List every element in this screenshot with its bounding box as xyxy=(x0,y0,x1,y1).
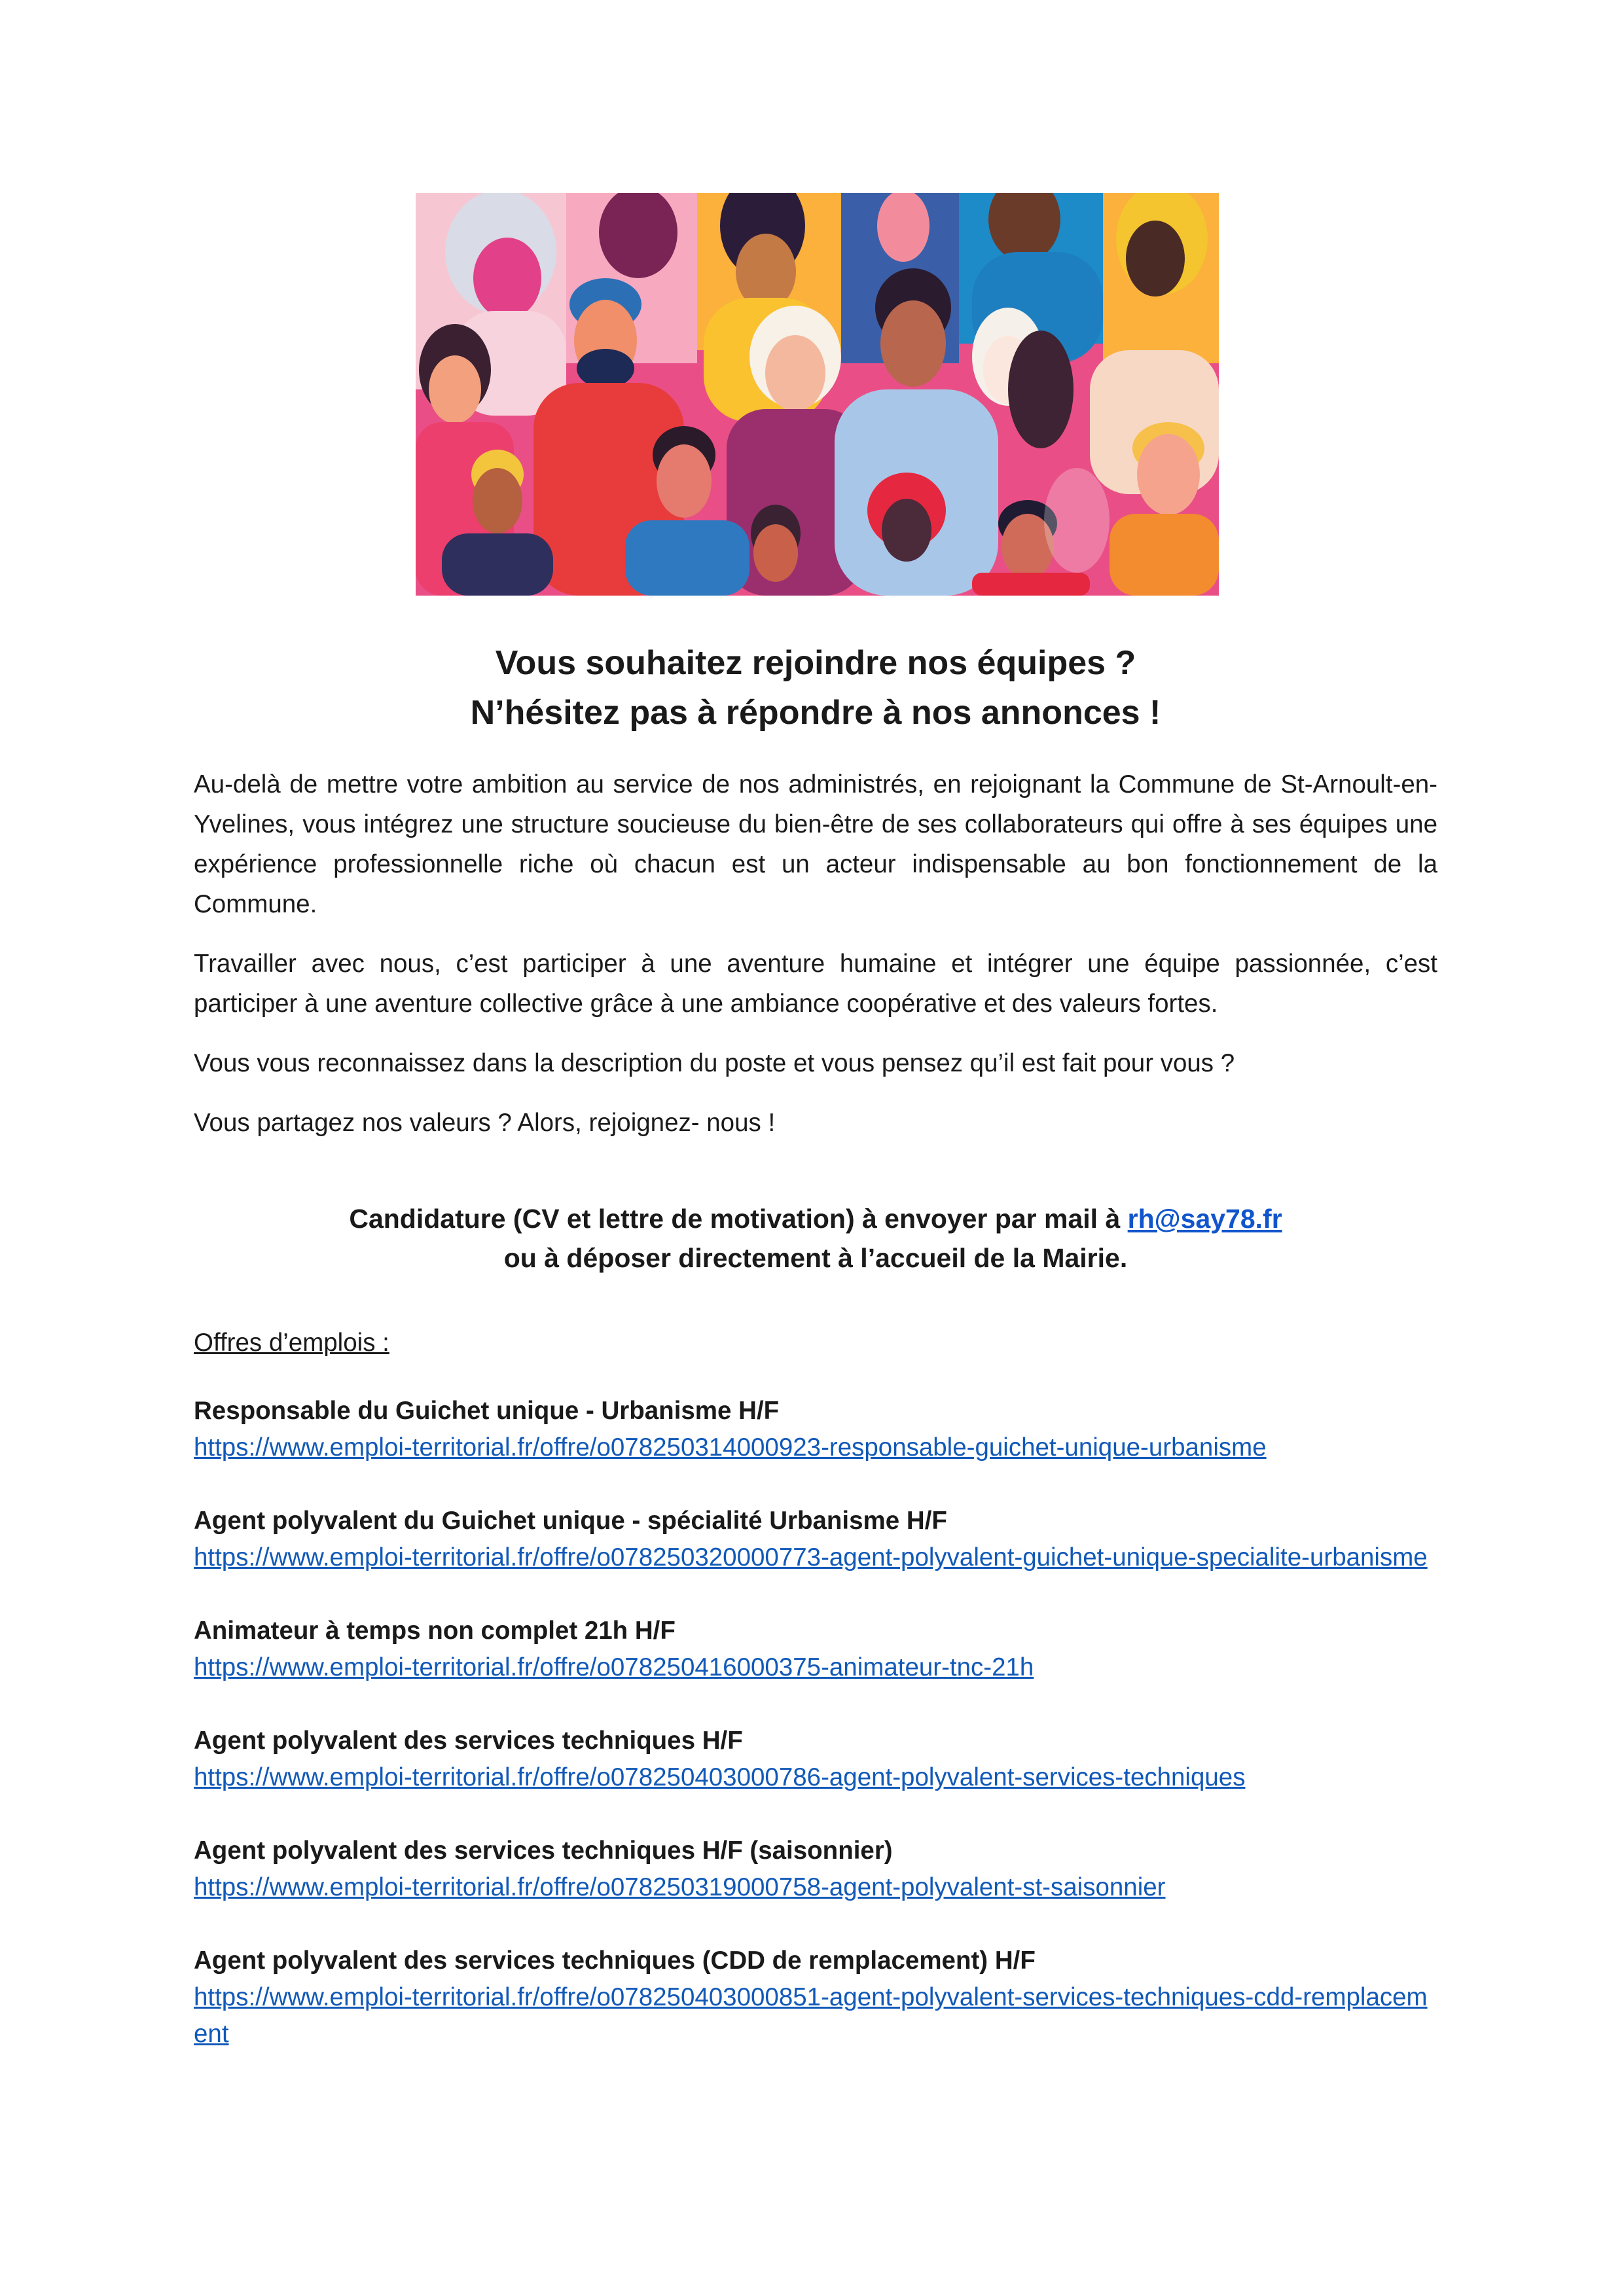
offer-item xyxy=(194,1393,1437,1466)
heading-line-1: Vous souhaitez rejoindre nos équipes ? xyxy=(495,644,1136,682)
offer-item xyxy=(194,1833,1437,1906)
offer-link[interactable]: https://www.emploi-territorial.fr/offre/o078250403000851-agent-polyvalent-services-techniques-cdd-remplacement xyxy=(194,1983,1428,2048)
offer-title: Animateur à temps non complet 21h H/F xyxy=(194,1617,676,1645)
offer-item xyxy=(194,1723,1437,1796)
intro-paragraph-3: Vous vous reconnaissez dans la description du poste et vous pensez qu’il est fait pour vous ? xyxy=(194,1049,1235,1077)
intro-paragraph-1: Au-delà de mettre votre ambition au service de nos administrés, en rejoignant la Commune de St-Arnoult-en-Yvelines, vous intégrez une structure soucieuse du bien-être de ses collaborateurs qui offre à ses équipes une expérience professionnelle riche où chacun est un acteur indispensable au bon fonctionnement de la Commune. xyxy=(194,770,1437,918)
cta-line-1: Candidature (CV et lettre de motivation) à envoyer par mail à xyxy=(349,1204,1128,1234)
offer-link[interactable]: https://www.emploi-territorial.fr/offre/o078250320000773-agent-polyvalent-guichet-unique-specialite-urbanisme xyxy=(194,1543,1428,1571)
offer-title: Agent polyvalent des services techniques H/F xyxy=(194,1727,743,1755)
offer-title: Agent polyvalent des services techniques H/F (saisonnier) xyxy=(194,1837,893,1865)
intro-text xyxy=(194,764,1437,1162)
offer-item xyxy=(194,1943,1437,2053)
offer-item xyxy=(194,1503,1437,1576)
offer-title: Responsable du Guichet unique - Urbanisme H/F xyxy=(194,1397,780,1425)
crowd-illustration xyxy=(416,193,1219,596)
heading-line-2: N’hésitez pas à répondre à nos annonces ! xyxy=(470,694,1161,732)
offer-title: Agent polyvalent des services techniques (CDD de remplacement) H/F xyxy=(194,1946,1036,1975)
cta-line-2: ou à déposer directement à l’accueil de la Mairie. xyxy=(503,1243,1128,1273)
page-heading xyxy=(194,638,1437,738)
offer-link[interactable]: https://www.emploi-territorial.fr/offre/o078250319000758-agent-polyvalent-st-saisonnier xyxy=(194,1873,1166,1901)
intro-paragraph-2: Travailler avec nous, c’est participer à une aventure humaine et intégrer une équipe passionnée, c’est participer à une aventure collective grâce à une ambiance coopérative et des valeurs fortes. xyxy=(194,950,1437,1018)
offer-title: Agent polyvalent du Guichet unique - spécialité Urbanisme H/F xyxy=(194,1507,947,1535)
offers-label: Offres d’emplois : xyxy=(194,1329,389,1357)
application-instructions xyxy=(194,1199,1437,1278)
offer-item xyxy=(194,1613,1437,1686)
email-link[interactable]: rh@say78.fr xyxy=(1127,1204,1282,1234)
intro-paragraph-4: Vous partagez nos valeurs ? Alors, rejoignez- nous ! xyxy=(194,1109,776,1137)
offer-link[interactable]: https://www.emploi-territorial.fr/offre/o078250403000786-agent-polyvalent-services-techniques xyxy=(194,1763,1246,1791)
offer-link[interactable]: https://www.emploi-territorial.fr/offre/o078250416000375-animateur-tnc-21h xyxy=(194,1653,1034,1681)
offer-link[interactable]: https://www.emploi-territorial.fr/offre/o078250314000923-responsable-guichet-unique-urbanisme xyxy=(194,1433,1267,1462)
offers-list xyxy=(194,1393,1437,2089)
